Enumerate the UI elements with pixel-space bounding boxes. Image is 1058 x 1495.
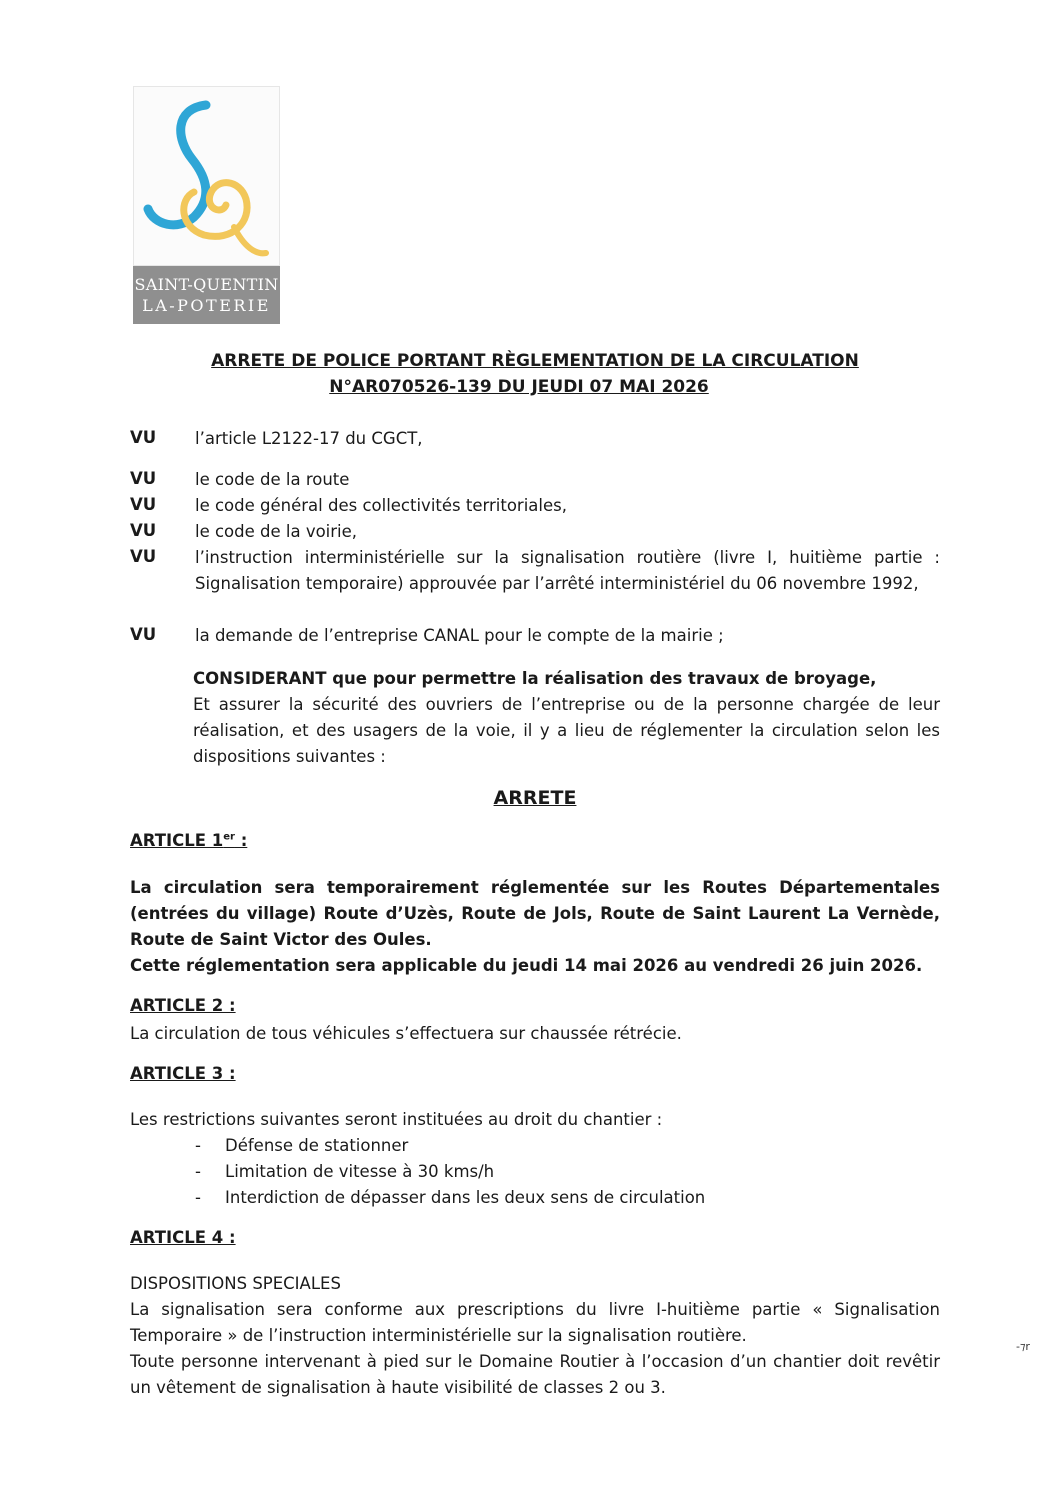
vu-item: le code de la route	[195, 470, 350, 489]
restrictions-list	[195, 1133, 705, 1211]
list-item-text: Défense de stationner	[225, 1136, 409, 1155]
logo-line-1: SAINT-QUENTIN	[134, 275, 279, 294]
vu-item: l’instruction interministérielle sur la signalisation routière (livre I, huitième partie : Signalisation temporaire) approuvée par l’arrêté interministériel du 06 novembre 1992,	[195, 548, 940, 593]
article-4-heading: ARTICLE 4 :	[130, 1228, 236, 1247]
document-reference: N°AR070526-139 DU JEUDI 07 MAI 2026	[329, 377, 709, 397]
article-1-heading	[130, 831, 247, 850]
article-1-dates: Cette réglementation sera applicable du jeudi 14 mai 2026 au vendredi 26 juin 2026.	[130, 956, 923, 975]
list-item-text: Limitation de vitesse à 30 kms/h	[225, 1162, 495, 1181]
article-2-heading: ARTICLE 2 :	[130, 996, 236, 1015]
article-1-text: La circulation sera temporairement réglementée sur les Routes Départementales (entrées du village) Route d’Uzès, Route de Jols, Route de Saint Laurent La Vernède, Route de Saint Victor des Oules.	[130, 878, 940, 949]
article-1-heading-colon: :	[234, 831, 248, 850]
logo-line-2: LA-POTERIE	[142, 296, 271, 315]
list-item: - Défense de stationner	[195, 1133, 705, 1159]
sq-monogram-icon	[134, 87, 281, 267]
article-3-heading: ARTICLE 3 :	[130, 1064, 236, 1083]
article-4-text-2: Toute personne intervenant à pied sur le Domaine Routier à l’occasion d’un chantier doit revêtir un vêtement de signalisation à haute visibilité de classes 2 ou 3.	[130, 1352, 940, 1397]
list-item-text: Interdiction de dépasser dans les deux sens de circulation	[225, 1188, 706, 1207]
vu-label: VU	[130, 469, 157, 488]
vu-label: VU	[130, 521, 157, 540]
list-item: - Interdiction de dépasser dans les deux sens de circulation	[195, 1185, 705, 1211]
considerant-text: Et assurer la sécurité des ouvriers de l’entreprise ou de la personne chargée de leur réalisation, et des usagers de la voie, il y a lieu de réglementer la circulation selon les dispositions suivantes :	[193, 695, 940, 766]
article-1-heading-sup: er	[223, 831, 235, 843]
vu-item: le code général des collectivités territoriales,	[195, 496, 567, 515]
article-4-text-1: La signalisation sera conforme aux prescriptions du livre I-huitième partie « Signalisation Temporaire » de l’instruction interministérielle sur la signalisation routière.	[130, 1300, 940, 1345]
vu-item: l’article L2122-17 du CGCT,	[195, 429, 423, 448]
article-3-intro: Les restrictions suivantes seront instituées au droit du chantier :	[130, 1110, 663, 1129]
vu-item: la demande de l’entreprise CANAL pour le compte de la mairie ;	[195, 626, 724, 645]
vu-item: le code de la voirie,	[195, 522, 358, 541]
document-title: ARRETE DE POLICE PORTANT RÈGLEMENTATION DE LA CIRCULATION	[211, 351, 859, 371]
vu-label: VU	[130, 428, 157, 447]
scan-mark-icon: -⁊r	[1016, 1340, 1030, 1353]
vu-label: VU	[130, 625, 157, 644]
arrete-heading: ARRETE	[493, 787, 577, 809]
article-2-text: La circulation de tous véhicules s’effectuera sur chaussée rétrécie.	[130, 1024, 682, 1043]
list-item: - Limitation de vitesse à 30 kms/h	[195, 1159, 705, 1185]
vu-label: VU	[130, 547, 157, 566]
article-1-heading-text: ARTICLE 1	[130, 831, 224, 850]
considerant-heading: CONSIDERANT que pour permettre la réalisation des travaux de broyage,	[193, 669, 877, 688]
vu-label: VU	[130, 495, 157, 514]
logo-name-band	[133, 266, 280, 324]
municipality-logo	[133, 86, 280, 324]
considerant-block	[193, 666, 940, 770]
logo-emblem	[133, 86, 280, 266]
article-4-subheading: DISPOSITIONS SPECIALES	[130, 1274, 341, 1293]
